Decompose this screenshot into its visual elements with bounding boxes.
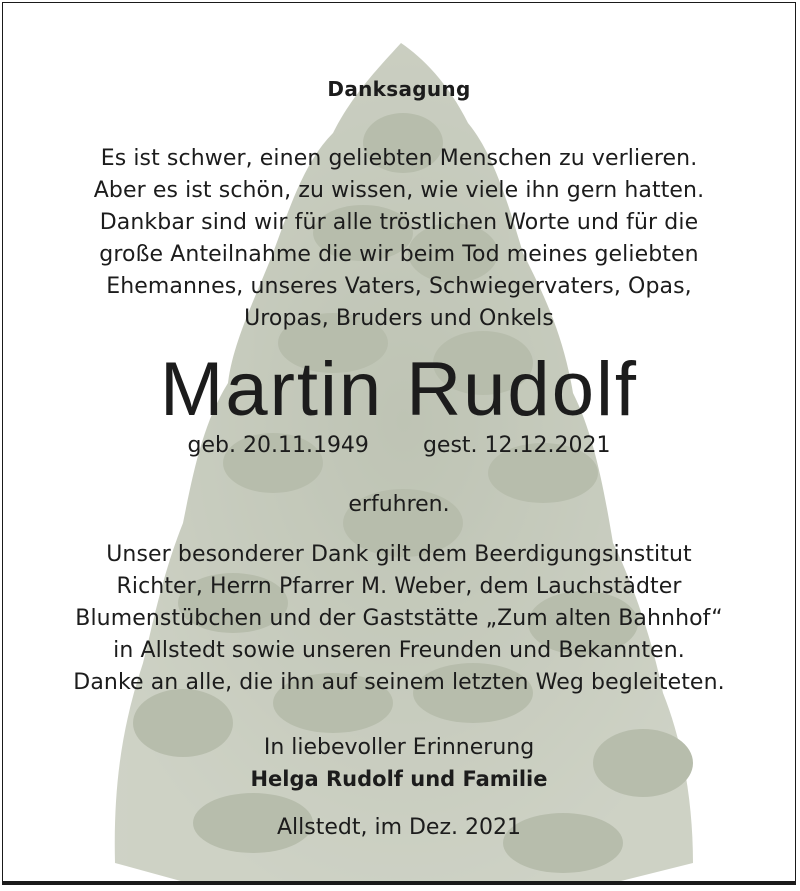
heading: Danksagung (327, 77, 471, 101)
intro-line: Uropas, Bruders und Onkels (244, 306, 554, 331)
thanks-line: Blumenstübchen und der Gaststätte „Zum alten Bahnhof“ (75, 606, 723, 631)
death-date: gest. 12.12.2021 (422, 433, 611, 458)
thanks-line: in Allstedt sowie unseren Freunden und Bekannten. (113, 638, 685, 663)
intro-paragraph (3, 143, 795, 335)
continuation-text: erfuhren. (348, 492, 450, 517)
closing-phrase: In liebevoller Erinnerung (263, 735, 535, 760)
intro-line: Es ist schwer, einen geliebten Menschen zu verlieren. (100, 146, 698, 171)
thanks-line: Unser besonderer Dank gilt dem Beerdigungsinstitut (106, 542, 692, 567)
intro-line: Ehemannes, unseres Vaters, Schwiegervaters, Opas, (106, 274, 692, 299)
signature: Helga Rudolf und Familie (250, 767, 548, 791)
intro-line: große Anteilnahme die wir beim Tod meines geliebten (99, 242, 699, 267)
life-dates (3, 433, 795, 458)
birth-date: geb. 20.11.1949 (187, 433, 369, 458)
thanks-line: Danke an alle, die ihn auf seinem letzten Weg begleiteten. (73, 670, 725, 695)
obituary-notice (2, 2, 796, 885)
intro-line: Dankbar sind wir für alle tröstlichen Worte und für die (99, 210, 699, 235)
deceased-name: Martin Rudolf (160, 347, 638, 432)
thanks-line: Richter, Herrn Pfarrer M. Weber, dem Lauchstädter (116, 574, 682, 599)
thanks-paragraph (3, 539, 795, 699)
place-and-date: Allstedt, im Dez. 2021 (276, 815, 521, 840)
intro-line: Aber es ist schön, zu wissen, wie viele ihn gern hatten. (93, 178, 705, 203)
